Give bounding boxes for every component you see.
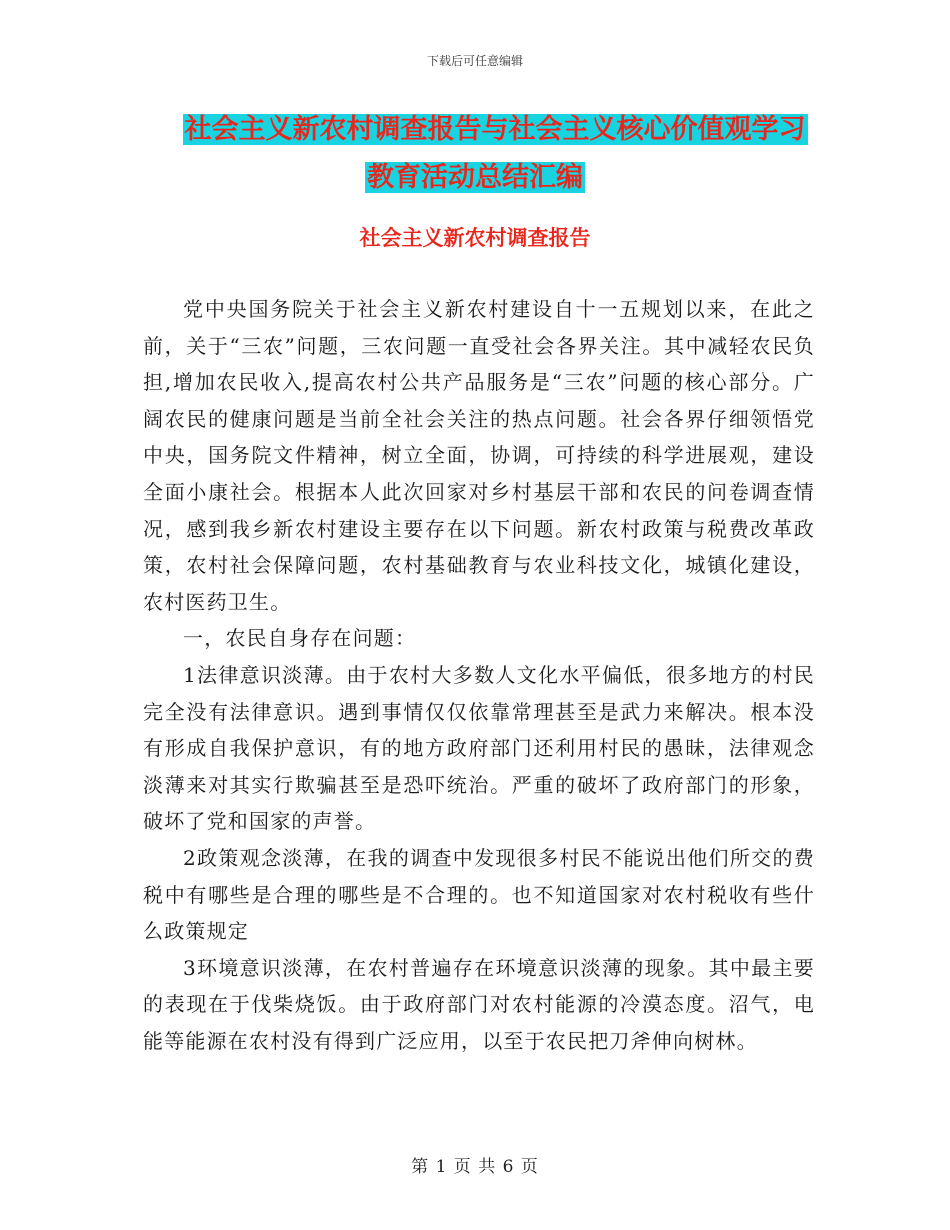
paragraph: 2政策观念淡薄，在我的调查中发现很多村民不能说出他们所交的费税中有哪些是合理的哪些是不合理的。也不知道国家对农村税收有些什么政策规定 (143, 845, 815, 944)
paragraph: 党中央国务院关于社会主义新农村建设自十一五规划以来，在此之前，关于“三农”问题，三农问题一直受社会各界关注。其中减轻农民负担,增加农民收入,提高农村公共产品服务是“三农”问题的核心部分。广阔农民的健康问题是当前全社会关注的热点问题。社会各界仔细领悟党中央，国务院文件精神，树立全面，协调，可持续的科学进展观，建设全面小康社会。根据本人此次回家对乡村基层干部和农民的问卷调查情况，感到我乡新农村建设主要存在以下问题。新农村政策与税费改革政策，农村社会保障问题，农村基础教育与农业科技文化，城镇化建设，农村医药卫生。 (143, 297, 815, 614)
title-highlight-2: 教育活动总结汇编 (367, 162, 583, 193)
section-title: 社会主义新农村调查报告 (359, 226, 591, 250)
paragraph: 一，农民自身存在问题： (183, 626, 417, 651)
title-highlight-1: 社会主义新农村调查报告与社会主义核心价值观学习 (184, 114, 806, 145)
document-title (0, 106, 950, 202)
paragraph: 3环境意识淡薄，在农村普遍存在环境意识淡薄的现象。其中最主要的表现在于伐柴烧饭。由于政府部门对农村能源的冷漠态度。沼气，电能等能源在农村没有得到广泛应用，以至于农民把刀斧伸向树林。 (143, 955, 815, 1053)
paragraph: 1法律意识淡薄。由于农村大多数人文化水平偏低，很多地方的村民完全没有法律意识。遇到事情仅仅依靠常理甚至是武力来解决。根本没有形成自我保护意识，有的地方政府部门还利用村民的愚昧，法律观念淡薄来对其实行欺骗甚至是恐吓统治。严重的破坏了政府部门的形象，破坏了党和国家的声誉。 (143, 662, 815, 834)
header-note: 下载后可任意编辑 (426, 54, 523, 68)
page-number: 第 1 页 共 6 页 (411, 1157, 539, 1177)
document-body (143, 291, 815, 1059)
document-title-line-1 (0, 106, 950, 154)
document-title-line-2 (0, 154, 950, 202)
